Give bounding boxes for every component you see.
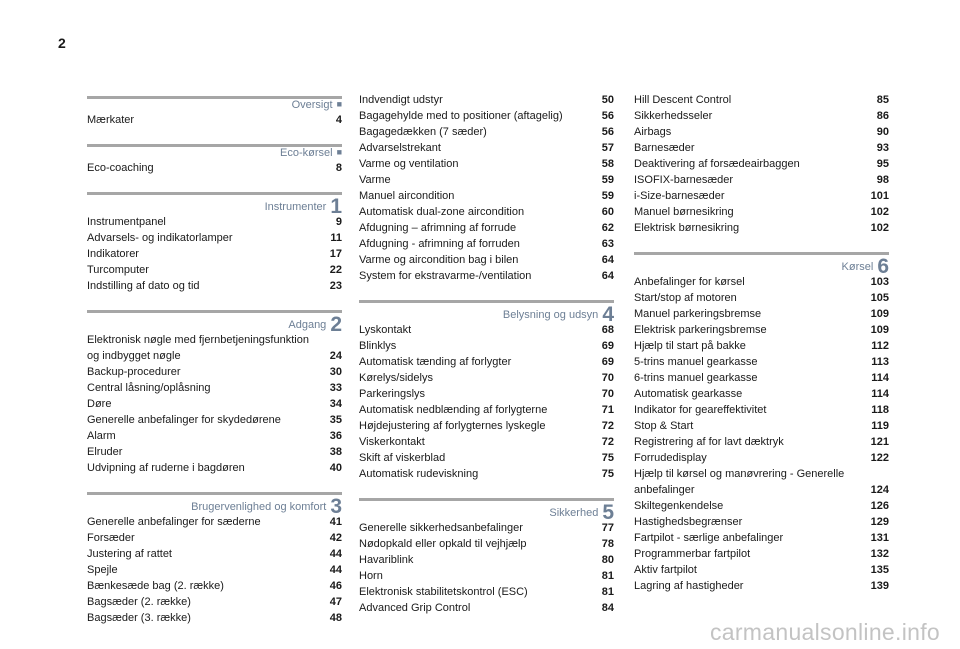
entry-page-number: 63 <box>601 238 614 250</box>
entry-label: Døre <box>87 398 112 410</box>
toc-entry[interactable] <box>634 466 889 482</box>
toc-entry[interactable] <box>634 418 889 434</box>
entry-label: Registrering af for lavt dæktryk <box>634 436 784 448</box>
toc-entry[interactable] <box>87 444 342 460</box>
section-rule <box>359 498 614 501</box>
toc-entry[interactable] <box>359 466 614 482</box>
entry-label: Generelle sikkerhedsanbefalinger <box>359 522 523 534</box>
entry-page-number: 90 <box>876 126 889 138</box>
entry-label: Automatisk dual-zone aircondition <box>359 206 525 218</box>
entry-page-number: 33 <box>329 382 342 394</box>
toc-entry[interactable] <box>634 562 889 578</box>
entry-label: Stop & Start <box>634 420 694 432</box>
entry-label: Backup-procedurer <box>87 366 181 378</box>
toc-entry[interactable] <box>634 140 889 156</box>
entry-page-number: 71 <box>601 404 614 416</box>
entry-page-number: 139 <box>870 580 889 592</box>
entry-label: Bagsæder (2. række) <box>87 596 191 608</box>
entry-label: Mærkater <box>87 114 135 126</box>
entry-label: Bagagedækken (7 sæder) <box>359 126 487 138</box>
toc-entry[interactable] <box>359 418 614 434</box>
toc-entry[interactable] <box>359 204 614 220</box>
section-rule <box>87 192 342 195</box>
section-title: Eco-kørsel <box>280 147 333 159</box>
toc-entry[interactable] <box>87 112 342 128</box>
section-header <box>359 494 614 524</box>
entry-page-number: 132 <box>870 548 889 560</box>
toc-entry[interactable] <box>359 188 614 204</box>
toc-entry[interactable] <box>359 600 614 616</box>
toc-column-1 <box>87 92 342 626</box>
entry-label: Indikator for geareffektivitet <box>634 404 767 416</box>
entry-page-number: 109 <box>870 324 889 336</box>
entry-label: Aktiv fartpilot <box>634 564 697 576</box>
entry-page-number: 24 <box>329 350 342 362</box>
entry-page-number: 121 <box>870 436 889 448</box>
toc-entry[interactable] <box>359 92 614 108</box>
entry-page-number: 122 <box>870 452 889 464</box>
entry-label: Varme og ventilation <box>359 158 459 170</box>
toc-entry[interactable] <box>87 380 342 396</box>
toc-section <box>359 482 614 616</box>
toc-entry[interactable] <box>87 530 342 546</box>
entry-label: anbefalinger <box>634 484 695 496</box>
entry-page-number: 105 <box>870 292 889 304</box>
toc-entry[interactable] <box>359 322 614 338</box>
toc-section <box>634 236 889 594</box>
section-header <box>87 306 342 336</box>
section-header <box>359 296 614 326</box>
entry-page-number: 8 <box>335 162 342 174</box>
entry-page-number: 81 <box>601 570 614 582</box>
toc-entry[interactable] <box>634 482 889 498</box>
toc-entry[interactable] <box>359 220 614 236</box>
toc-entry[interactable] <box>359 140 614 156</box>
entry-label: Indvendigt udstyr <box>359 94 443 106</box>
toc-section <box>87 176 342 294</box>
toc-entry[interactable] <box>359 568 614 584</box>
section-number: 4 <box>602 303 614 326</box>
entry-page-number: 60 <box>601 206 614 218</box>
toc-entry[interactable] <box>634 220 889 236</box>
entry-page-number: 102 <box>870 222 889 234</box>
toc-entry[interactable] <box>359 172 614 188</box>
toc-entry[interactable] <box>634 338 889 354</box>
section-rule <box>87 492 342 495</box>
section-header <box>87 488 342 518</box>
toc-entry[interactable] <box>87 594 342 610</box>
toc-entry[interactable] <box>634 92 889 108</box>
entry-label: Generelle anbefalinger for sæderne <box>87 516 261 528</box>
toc-entry[interactable] <box>634 204 889 220</box>
toc-entry[interactable] <box>634 370 889 386</box>
entry-label: Airbags <box>634 126 672 138</box>
entry-label: Indikatorer <box>87 248 139 260</box>
entry-label: Advarsels- og indikatorlamper <box>87 232 233 244</box>
entry-page-number: 124 <box>870 484 889 496</box>
entry-page-number: 77 <box>601 522 614 534</box>
section-header <box>87 92 342 112</box>
section-title: Kørsel <box>841 261 874 273</box>
toc-entry[interactable] <box>359 584 614 600</box>
entry-page-number: 48 <box>329 612 342 624</box>
toc-column-3 <box>634 92 889 594</box>
entry-label: i-Size-barnesæder <box>634 190 725 202</box>
entry-label: Spejle <box>87 564 118 576</box>
entry-label: 6-trins manuel gearkasse <box>634 372 758 384</box>
entry-page-number: 41 <box>329 516 342 528</box>
entry-label: Advarselstrekant <box>359 142 441 154</box>
entry-label: Automatisk tænding af forlygter <box>359 356 512 368</box>
entry-page-number: 69 <box>601 356 614 368</box>
toc-entry[interactable] <box>359 520 614 536</box>
entry-page-number: 56 <box>601 126 614 138</box>
entry-page-number: 101 <box>870 190 889 202</box>
section-title: Instrumenter <box>264 201 327 213</box>
entry-label: Hill Descent Control <box>634 94 732 106</box>
entry-label: Elektronisk stabilitetskontrol (ESC) <box>359 586 528 598</box>
entry-label: Højdejustering af forlygternes lyskegle <box>359 420 546 432</box>
entry-label: Manuel aircondition <box>359 190 455 202</box>
toc-entry[interactable] <box>634 188 889 204</box>
entry-page-number: 80 <box>601 554 614 566</box>
toc-entry[interactable] <box>634 498 889 514</box>
entry-page-number: 131 <box>870 532 889 544</box>
section-title: Adgang <box>288 319 327 331</box>
section-number: 5 <box>602 501 614 524</box>
entry-page-number: 103 <box>870 276 889 288</box>
page-number: 2 <box>58 35 66 51</box>
toc-entry[interactable] <box>359 236 614 252</box>
entry-label: System for ekstravarme-/ventilation <box>359 270 532 282</box>
entry-page-number: 72 <box>601 436 614 448</box>
entry-label: Manuel parkeringsbremse <box>634 308 762 320</box>
entry-page-number: 44 <box>329 564 342 576</box>
entry-label: Havariblink <box>359 554 414 566</box>
toc-entry[interactable] <box>634 514 889 530</box>
section-header <box>87 140 342 160</box>
entry-page-number: 114 <box>871 388 889 400</box>
entry-label: Hjælp til start på bakke <box>634 340 746 352</box>
entry-label: Central låsning/oplåsning <box>87 382 211 394</box>
toc-entry[interactable] <box>87 214 342 230</box>
toc-entry[interactable] <box>634 306 889 322</box>
watermark: carmanualsonline.info <box>709 619 940 645</box>
entry-page-number: 98 <box>876 174 889 186</box>
entry-page-number: 112 <box>871 340 889 352</box>
toc-entry[interactable] <box>87 514 342 530</box>
entry-page-number: 64 <box>601 270 614 282</box>
toc-entry[interactable] <box>634 402 889 418</box>
toc-column-2 <box>359 92 614 616</box>
entry-page-number: 85 <box>876 94 889 106</box>
toc-entry[interactable] <box>634 530 889 546</box>
entry-label: Nødopkald eller opkald til vejhjælp <box>359 538 527 550</box>
entry-page-number: 86 <box>876 110 889 122</box>
toc-entry[interactable] <box>634 354 889 370</box>
entry-label: Justering af rattet <box>87 548 172 560</box>
entry-label: og indbygget nøgle <box>87 350 181 362</box>
entry-label: Sikkerhedsseler <box>634 110 713 122</box>
entry-label: Forrudedisplay <box>634 452 707 464</box>
toc-entry[interactable] <box>359 108 614 124</box>
toc-entry[interactable] <box>359 552 614 568</box>
toc-entry[interactable] <box>634 274 889 290</box>
entry-label: Viskerkontakt <box>359 436 425 448</box>
entry-label: Horn <box>359 570 383 582</box>
toc-entry[interactable] <box>87 230 342 246</box>
toc-entry[interactable] <box>359 402 614 418</box>
section-title: Belysning og udsyn <box>502 309 599 321</box>
toc-section <box>359 92 614 284</box>
entry-page-number: 34 <box>329 398 342 410</box>
toc-entry[interactable] <box>359 536 614 552</box>
entry-label: Parkeringslys <box>359 388 426 400</box>
entry-page-number: 93 <box>876 142 889 154</box>
section-rule <box>87 310 342 313</box>
entry-page-number: 47 <box>329 596 342 608</box>
entry-page-number: 59 <box>601 190 614 202</box>
entry-label: Elektrisk parkeringsbremse <box>634 324 767 336</box>
toc-entry[interactable] <box>634 108 889 124</box>
entry-label: Afdugning - afrimning af forruden <box>359 238 520 250</box>
toc-entry[interactable] <box>87 278 342 294</box>
entry-page-number: 72 <box>601 420 614 432</box>
entry-page-number: 57 <box>601 142 614 154</box>
entry-page-number: 58 <box>601 158 614 170</box>
entry-label: Manuel børnesikring <box>634 206 734 218</box>
entry-label: Instrumentpanel <box>87 216 166 228</box>
entry-page-number: 114 <box>871 372 889 384</box>
entry-label: Advanced Grip Control <box>359 602 471 614</box>
entry-page-number: 84 <box>601 602 614 614</box>
entry-label: Elektrisk børnesikring <box>634 222 740 234</box>
entry-label: Udvipning af ruderne i bagdøren <box>87 462 245 474</box>
toc-entry[interactable] <box>359 354 614 370</box>
entry-label: Forsæder <box>87 532 135 544</box>
entry-page-number: 59 <box>601 174 614 186</box>
entry-page-number: 46 <box>329 580 342 592</box>
toc-section <box>359 284 614 482</box>
entry-label: Bænkesæde bag (2. række) <box>87 580 224 592</box>
toc-entry[interactable] <box>634 450 889 466</box>
toc-entry[interactable] <box>87 610 342 626</box>
section-number: 3 <box>330 495 342 518</box>
toc-entry[interactable] <box>634 386 889 402</box>
entry-label: Elruder <box>87 446 123 458</box>
entry-page-number: 118 <box>871 404 889 416</box>
entry-page-number: 64 <box>601 254 614 266</box>
entry-label: Lagring af hastigheder <box>634 580 744 592</box>
toc-section <box>634 92 889 236</box>
toc-entry[interactable] <box>87 160 342 176</box>
entry-label: Bagsæder (3. række) <box>87 612 191 624</box>
section-rule <box>359 300 614 303</box>
entry-page-number: 102 <box>870 206 889 218</box>
entry-page-number: 75 <box>601 452 614 464</box>
section-title: Oversigt <box>291 99 333 111</box>
entry-page-number: 70 <box>601 372 614 384</box>
toc-entry[interactable] <box>634 290 889 306</box>
entry-label: Fartpilot - særlige anbefalinger <box>634 532 784 544</box>
section-header <box>87 188 342 218</box>
entry-page-number: 113 <box>871 356 889 368</box>
entry-page-number: 11 <box>330 232 342 244</box>
toc-section <box>87 92 342 128</box>
toc-entry[interactable] <box>87 460 342 476</box>
section-number: 2 <box>330 313 342 336</box>
toc-entry[interactable] <box>87 396 342 412</box>
toc-entry[interactable] <box>87 364 342 380</box>
entry-label: Indstilling af dato og tid <box>87 280 200 292</box>
entry-label: Blinklys <box>359 340 397 352</box>
toc-entry[interactable] <box>359 252 614 268</box>
toc-entry[interactable] <box>359 370 614 386</box>
entry-page-number: 38 <box>329 446 342 458</box>
toc-entry[interactable] <box>634 156 889 172</box>
entry-label: Barnesæder <box>634 142 695 154</box>
entry-label: Skiltegenkendelse <box>634 500 724 512</box>
toc-section <box>87 294 342 476</box>
section-title: Sikkerhed <box>549 507 599 519</box>
entry-page-number: 109 <box>870 308 889 320</box>
entry-label: Alarm <box>87 430 116 442</box>
entry-page-number: 23 <box>329 280 342 292</box>
entry-label: Hastighedsbegrænser <box>634 516 743 528</box>
entry-label: Start/stop af motoren <box>634 292 737 304</box>
toc-entry[interactable] <box>359 386 614 402</box>
entry-label: Turcomputer <box>87 264 149 276</box>
section-rule <box>634 252 889 255</box>
entry-page-number: 95 <box>876 158 889 170</box>
entry-page-number: 119 <box>871 420 889 432</box>
entry-label: Varme og aircondition bag i bilen <box>359 254 519 266</box>
entry-page-number: 69 <box>601 340 614 352</box>
section-square-icon: ■ <box>336 147 342 157</box>
entry-label: Automatisk gearkasse <box>634 388 743 400</box>
toc-entry[interactable] <box>87 562 342 578</box>
toc-entry[interactable] <box>634 546 889 562</box>
entry-label: Generelle anbefalinger for skydedørene <box>87 414 281 426</box>
toc-entry[interactable] <box>634 578 889 594</box>
section-title: Brugervenlighed og komfort <box>191 501 327 513</box>
entry-page-number: 36 <box>329 430 342 442</box>
entry-page-number: 30 <box>329 366 342 378</box>
section-rule <box>87 144 342 147</box>
toc-entry[interactable] <box>87 348 342 364</box>
section-number: 1 <box>330 195 342 218</box>
entry-label: Automatisk nedblænding af forlygterne <box>359 404 548 416</box>
toc-entry[interactable] <box>359 156 614 172</box>
toc-entry[interactable] <box>87 578 342 594</box>
entry-label: Skift af viskerblad <box>359 452 446 464</box>
entry-page-number: 75 <box>601 468 614 480</box>
section-square-icon: ■ <box>336 99 342 109</box>
toc-entry[interactable] <box>87 412 342 428</box>
toc-entry[interactable] <box>634 434 889 450</box>
entry-page-number: 17 <box>329 248 342 260</box>
entry-label: 5-trins manuel gearkasse <box>634 356 758 368</box>
entry-label: Eco-coaching <box>87 162 154 174</box>
toc-entry[interactable] <box>87 332 342 348</box>
entry-page-number: 135 <box>870 564 889 576</box>
toc-entry[interactable] <box>359 434 614 450</box>
section-rule <box>87 96 342 99</box>
entry-label: Bagagehylde med to positioner (aftagelig) <box>359 110 563 122</box>
entry-page-number: 40 <box>329 462 342 474</box>
entry-page-number: 81 <box>601 586 614 598</box>
entry-page-number: 129 <box>870 516 889 528</box>
toc-entry[interactable] <box>87 428 342 444</box>
entry-label: Programmerbar fartpilot <box>634 548 751 560</box>
entry-page-number: 22 <box>329 264 342 276</box>
entry-label: Anbefalinger for kørsel <box>634 276 745 288</box>
toc-entry[interactable] <box>359 450 614 466</box>
entry-page-number: 126 <box>870 500 889 512</box>
entry-label: Afdugning – afrimning af forrude <box>359 222 517 234</box>
entry-label: Kørelys/sidelys <box>359 372 433 384</box>
entry-page-number: 78 <box>601 538 614 550</box>
toc-entry[interactable] <box>634 124 889 140</box>
toc-entry[interactable] <box>359 124 614 140</box>
entry-page-number: 68 <box>601 324 614 336</box>
entry-page-number: 70 <box>601 388 614 400</box>
section-number: 6 <box>877 255 889 278</box>
entry-label: Elektronisk nøgle med fjernbetjeningsfunktion <box>87 334 309 346</box>
entry-page-number: 35 <box>329 414 342 426</box>
toc-entry[interactable] <box>87 246 342 262</box>
toc-entry[interactable] <box>87 262 342 278</box>
entry-page-number: 62 <box>601 222 614 234</box>
entry-label: Deaktivering af forsædeairbaggen <box>634 158 800 170</box>
toc-section <box>87 476 342 626</box>
toc-entry[interactable] <box>634 322 889 338</box>
entry-page-number: 4 <box>335 114 342 126</box>
entry-label: ISOFIX-barnesæder <box>634 174 734 186</box>
entry-label: Hjælp til kørsel og manøvrering - Generelle <box>634 468 845 480</box>
entry-page-number: 42 <box>329 532 342 544</box>
entry-page-number: 56 <box>601 110 614 122</box>
toc-entry[interactable] <box>359 268 614 284</box>
entry-page-number: 44 <box>329 548 342 560</box>
entry-label: Varme <box>359 174 391 186</box>
entry-label: Automatisk rudeviskning <box>359 468 479 480</box>
entry-page-number: 9 <box>335 216 342 228</box>
entry-page-number: 50 <box>601 94 614 106</box>
toc-entry[interactable] <box>359 338 614 354</box>
toc-entry[interactable] <box>634 172 889 188</box>
entry-label: Lyskontakt <box>359 324 412 336</box>
toc-section <box>87 128 342 176</box>
section-header <box>634 248 889 278</box>
toc-entry[interactable] <box>87 546 342 562</box>
